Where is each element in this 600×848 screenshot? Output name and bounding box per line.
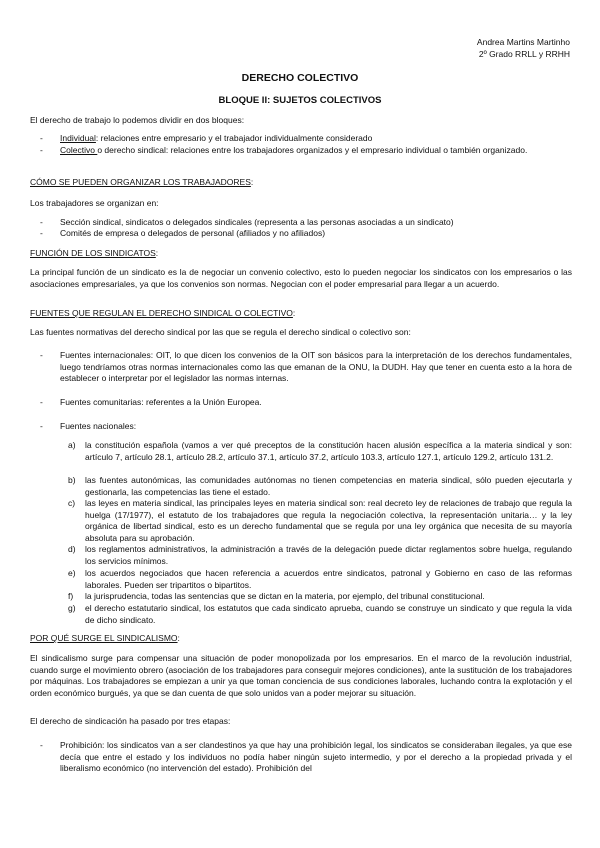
sub-list-text: la constitución española (vamos a ver qué preceptos de la constitución hacen alusión específica a la materia sindical y son: artículo 7, artículo 28.1, artículo 28.2, artículo 37.1, artículo 37.2, artículo 103.3, artículo 127.1, artículo 129.2, artículo 131.2. [85,440,572,462]
list-item [40,397,572,409]
sub-list-label: a) [68,440,76,450]
section-heading-fuentes [30,308,295,318]
section-intro: Las fuentes normativas del derecho sindical por las que se regula el derecho sindical o colectivo son: [30,327,411,337]
sub-list-text: las leyes en materia sindical, las principales leyes en materia sindical son: real decreto ley de relaciones de trabajo que regula la huelga (17/1977), el estatuto de los trabajadores que regula la negociación colectiva, la representación unitaria… y la ley orgánica de libertad sindical, esto es un derecho fundamental que se regula por una ley orgánica que necesita de su mayoría absoluta para su aprobación. [85,498,572,543]
sub-list-label: e) [68,568,76,578]
sub-list-item [68,475,572,498]
bullet-dash: - [40,133,43,143]
bullet-dash: - [40,228,43,238]
sub-list-item [68,591,572,603]
term-description: : relaciones entre empresario y el trabajador individualmente considerado [95,133,373,143]
list-item [40,350,572,385]
document-title: DERECHO COLECTIVO [241,72,359,84]
heading-colon: : [177,633,180,643]
term-individual: Individual [60,133,96,143]
heading-text: CÓMO SE PUEDEN ORGANIZAR LOS TRABAJADORES [30,177,251,187]
sub-list-text: la jurisprudencia, todas las sentencias que se dictan en la materia, por ejemplo, del tribunal constitucional. [85,591,485,601]
heading-colon: : [292,308,296,318]
bullet-dash: - [40,217,43,227]
sub-list-text: los reglamentos administrativos, la administración a través de la delegación puede dictar reglamentos sobre huelga, regulando los servicios mínimos. [85,544,572,566]
sub-list-text: las fuentes autonómicas, las comunidades autónomas no tienen competencias en materia sindical, sólo pueden ejecutarla y gestionarla, las competencias las tiene el estado. [85,475,572,497]
sub-list-label: c) [68,498,76,508]
list-item [40,740,572,775]
list-item-text: Sección sindical, sindicatos o delegados sindicales (representa a las personas asociadas a un sindicato) [60,217,454,227]
bullet-dash: - [40,145,43,155]
sub-list-item [68,440,572,463]
sub-list-item [68,544,572,567]
section-paragraph: El sindicalismo surge para compensar una situación de poder monopolizada por los empresarios. En el marco de la revolución industrial, cuando surge el movimiento obrero (asociación de los trabajadores para conseguir mejores condiciones), ante la sustitución de los trabajadores por máquinas. Los trabajadores se empiezan a unir ya que toman conciencia de sus condiciones laborales, luchando contra la explotación y el orden económico burgués, ya que se dan cuenta de que solo unidos van a poder mejorar su situación. [30,653,572,698]
bullet-dash: - [40,421,43,431]
sub-list-label: g) [68,603,76,613]
list-item [40,421,572,433]
section-paragraph: La principal función de un sindicato es la de negociar un convenio colectivo, esto lo pueden negociar los sindicatos con los empresarios o las asociaciones empresariales, ya que los convenios son normas. Negocian con el poder empresarial para llegar a un acuerdo. [30,267,572,289]
sub-list-item [68,568,572,591]
heading-colon: : [155,248,159,258]
list-item [40,145,572,157]
list-item [40,228,572,240]
section-heading-organizacion [30,177,253,187]
sub-list-item [68,603,572,626]
author-name: Andrea Martins Martinho [476,37,570,47]
heading-text: FUNCIÓN DE LOS SINDICATOS [30,248,156,258]
section-intro: Los trabajadores se organizan en: [30,198,159,208]
sub-list-text: los acuerdos negociados que hacen referencia a acuerdos entre sindicatos, patronal y Gobierno en caso de las reformas laborales. Pueden ser tripartitos o bipartitos. [85,568,572,590]
sub-list-text: el derecho estatutario sindical, los estatutos que cada sindicato aprueba, cuando se construye un sindicato y que regula la vida de dicho sindicato. [85,603,572,625]
bullet-dash: - [40,740,43,750]
term-description: o derecho sindical: relaciones entre los trabajadores organizados y el empresario individual o también organizado. [97,145,528,155]
sub-list-label: f) [68,591,74,601]
list-item [40,133,572,145]
heading-text: FUENTES QUE REGULAN EL DERECHO SINDICAL O COLECTIVO [30,308,293,318]
document-subtitle: BLOQUE II: SUJETOS COLECTIVOS [218,95,382,106]
heading-colon: : [250,177,254,187]
list-item-text: Fuentes internacionales: OIT, lo que dicen los convenios de la OIT son básicos para la interpretación de los derechos fundamentales, luego tendríamos otras normas internacionales como las que emanan de la ONU, la DUDH. Hay que tener en cuenta esto a la hora de establecer o interpretar por el legislador las normas internas. [60,350,572,383]
list-item-text: Fuentes nacionales: [60,421,137,431]
sub-list-label: b) [68,475,76,485]
term-colectivo: Colectivo [60,145,98,155]
section-heading-sindicalismo [30,633,180,643]
list-item-text: Prohibición: los sindicatos van a ser clandestinos ya que hay una prohibición legal, los sindicatos se consideraban ilegales, ya que ese decía que entre el estado y los individuos no podía haber ningún sujeto intermedio, y por el derecho a la propiedad privada y el liberalismo económico (no intervención del estado). Prohibición del [60,740,572,773]
intro-paragraph: El derecho de trabajo lo podemos dividir en dos bloques: [30,115,245,125]
bullet-dash: - [40,397,43,407]
list-item [40,217,572,229]
author-course: 2º Grado RRLL y RRHH [478,49,570,59]
sub-list-label: d) [68,544,76,554]
author-block [477,36,570,60]
list-item-text: Fuentes comunitarias: referentes a la Unión Europea. [60,397,262,407]
etapas-intro: El derecho de sindicación ha pasado por tres etapas: [30,716,231,726]
bullet-dash: - [40,350,43,360]
section-heading-funcion [30,248,158,258]
heading-text: POR QUÉ SURGE EL SINDICALISMO [30,633,178,643]
sub-list-item [68,498,572,544]
list-item-text: Comités de empresa o delegados de personal (afiliados y no afiliados) [60,228,326,238]
